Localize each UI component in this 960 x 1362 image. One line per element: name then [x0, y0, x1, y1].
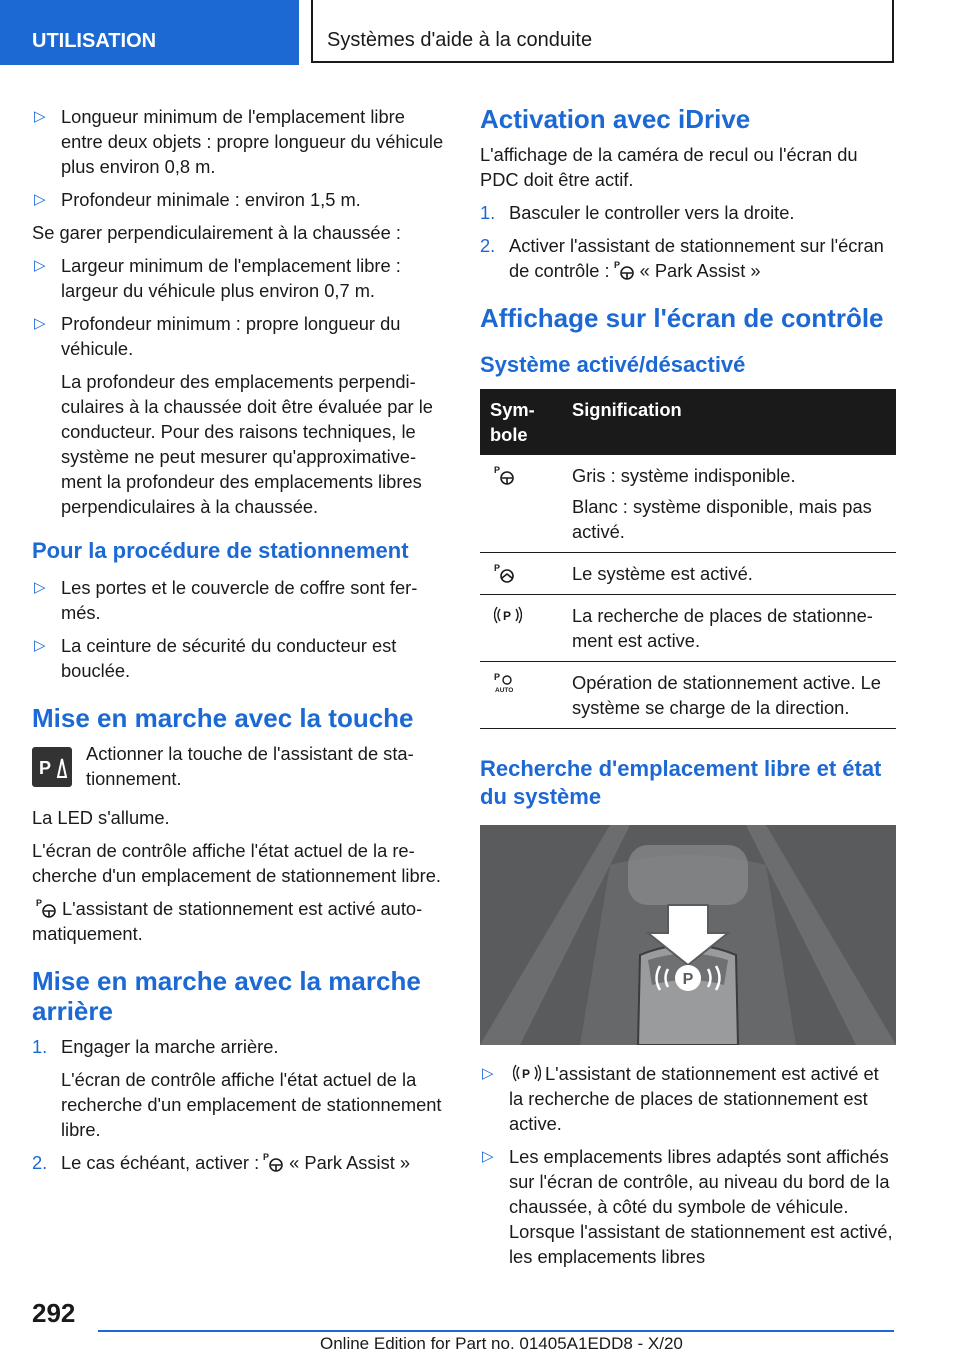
- number-marker: 2.: [32, 1152, 48, 1173]
- svg-text:P: P: [494, 465, 501, 475]
- svg-text:P: P: [522, 1067, 531, 1081]
- list-item-text: Les emplacements libres adaptés sont affichés sur l'écran de contrôle, au niveau du bord de la chaussée, à côté du symbole de véhicule. Lorsque l'assistant de stationnement est activé, les emplacements libres: [509, 1146, 893, 1267]
- svg-text:P: P: [36, 898, 43, 908]
- table-header-meaning: Signification: [562, 389, 896, 455]
- paragraph: La LED s'allume.: [32, 807, 170, 828]
- table-row: [480, 662, 896, 729]
- list-item-text: La ceinture de sécurité du conducteur est bouclée.: [61, 635, 397, 681]
- paragraph: [32, 896, 444, 946]
- table-cell-text: Le système est activé.: [562, 553, 896, 595]
- table-cell-text: Opération de stationnement active. Le système se charge de la direction.: [562, 662, 896, 729]
- list-item: [32, 253, 444, 303]
- left-column: [32, 104, 444, 1183]
- list-item-text: « Park Assist »: [639, 260, 761, 281]
- list-item-text: L'assistant de stationnement est activé et la recherche de places de stationnement est active.: [509, 1063, 879, 1134]
- list-item: [32, 1034, 444, 1059]
- paragraph: La profondeur des emplacements perpendiculaires à la chaussée doit être évaluée par le conducteur. Pour des raisons techniques, le système ne peut mesurer qu'approximativement la profondeur des emplacements libres perpendiculaires à la chaussée.: [61, 371, 433, 517]
- paragraph: L'écran de contrôle affiche l'état actuel de la recherche d'un emplacement de stationnement libre.: [61, 1069, 442, 1140]
- paragraph: Se garer perpendiculairement à la chaussée :: [32, 222, 401, 243]
- list-item: [32, 187, 444, 212]
- list-item-text: Le cas échéant, activer :: [61, 1152, 260, 1173]
- bullet-marker: ▷: [34, 315, 46, 332]
- svg-text:P: P: [494, 672, 501, 682]
- park-assist-icon: [614, 259, 636, 281]
- list-item: [32, 311, 444, 361]
- list-item-text: Engager la marche arrière.: [61, 1036, 279, 1057]
- list-item-text: Largeur minimum de l'emplacement libre : largeur du véhicule plus environ 0,7 m.: [61, 255, 401, 301]
- paragraph: L'écran de contrôle affiche l'état actuel de la recherche d'un emplacement de stationnement libre.: [32, 840, 441, 886]
- number-marker: 1.: [32, 1036, 48, 1057]
- footer-divider: [98, 1330, 894, 1332]
- parking-display-image: [480, 825, 896, 1045]
- list-item: [480, 1144, 896, 1269]
- paragraph-text: L'assistant de stationnement est activé automatiquement.: [32, 898, 423, 944]
- list-item-text: Profondeur minimum : propre longueur du véhicule.: [61, 313, 401, 359]
- bullet-marker: ▷: [482, 1148, 494, 1165]
- park-assist-icon: [494, 464, 516, 486]
- list-item: [480, 1061, 896, 1136]
- svg-text:P: P: [494, 563, 501, 573]
- parking-search-icon: [494, 604, 522, 626]
- list-item: [32, 1150, 444, 1175]
- header-title: Systèmes d'aide à la conduite: [327, 29, 593, 51]
- paragraph: L'affichage de la caméra de recul ou l'écran du PDC doit être actif.: [480, 144, 858, 190]
- list-item-text: Activer l'assistant de stationnement sur l'écran de contrôle :: [509, 235, 884, 281]
- bullet-marker: ▷: [34, 191, 46, 208]
- table-row: [480, 455, 896, 553]
- bullet-marker: ▷: [34, 637, 46, 654]
- bullet-marker: ▷: [482, 1065, 494, 1082]
- footer-text: Online Edition for Part no. 01405A1EDD8 - X/20: [320, 1334, 683, 1353]
- park-assist-icon: [263, 1151, 285, 1173]
- table-header-symbol: Symbole: [480, 389, 562, 455]
- table-cell-text: La recherche de places de stationnement est active.: [562, 595, 896, 662]
- bullet-marker: ▷: [34, 257, 46, 274]
- heading-recherche: Recherche d'emplacement libre et état du système: [480, 756, 882, 809]
- right-column: [480, 104, 896, 1277]
- svg-text:AUTO: AUTO: [495, 687, 514, 693]
- list-item: [32, 104, 444, 179]
- table-cell-text: Blanc : système disponible, mais pas activé.: [572, 496, 872, 542]
- header-section-tab: [0, 0, 299, 65]
- bullet-marker: ▷: [34, 108, 46, 125]
- page-number: 292: [32, 1298, 76, 1328]
- header-title-box: [311, 0, 894, 63]
- list-item-text: Longueur minimum de l'emplacement libre entre deux objets : propre longueur du véhicule plus environ 0,8 m.: [61, 106, 444, 177]
- heading-affichage: Affichage sur l'écran de contrôle: [480, 303, 884, 333]
- list-item: [32, 633, 444, 683]
- symbol-table: [480, 389, 896, 729]
- heading-idrive: Activation avec iDrive: [480, 104, 751, 134]
- heading-procedure: Pour la procédure de stationnement: [32, 538, 409, 563]
- number-marker: 2.: [480, 235, 496, 256]
- list-item-text: « Park Assist »: [289, 1152, 411, 1173]
- list-item: [32, 575, 444, 625]
- svg-text:P: P: [503, 609, 512, 623]
- svg-text:P: P: [613, 260, 620, 270]
- list-item-text: Basculer le controller vers la droite.: [509, 202, 795, 223]
- svg-text:P: P: [263, 1152, 270, 1162]
- heading-arriere: Mise en marche avec la marche arrière: [32, 966, 421, 1026]
- park-assist-icon: [36, 897, 58, 919]
- park-assist-active-icon: [494, 562, 516, 584]
- table-row: [480, 553, 896, 595]
- list-item-text: Les portes et le couvercle de coffre sont fermés.: [61, 577, 418, 623]
- paragraph: Actionner la touche de l'assistant de stationnement.: [86, 743, 414, 789]
- list-item: [480, 233, 896, 283]
- bullet-marker: ▷: [34, 579, 46, 596]
- heading-systeme: Système activé/désactivé: [480, 352, 746, 377]
- table-cell-text: Gris : système indisponible.: [572, 465, 796, 486]
- list-item: [480, 200, 896, 225]
- header-section: UTILISATION: [32, 30, 157, 52]
- svg-text:P: P: [682, 971, 694, 988]
- heading-touche: Mise en marche avec la touche: [32, 703, 414, 733]
- table-row: [480, 595, 896, 662]
- number-marker: 1.: [480, 202, 496, 223]
- list-item-text: Profondeur minimale : environ 1,5 m.: [61, 189, 361, 210]
- park-assist-button-icon: [32, 747, 72, 787]
- parking-search-icon: [513, 1062, 541, 1084]
- park-auto-icon: [494, 671, 518, 693]
- button-p-letter: P: [39, 758, 52, 778]
- parking-scene-illustration: [480, 825, 896, 1045]
